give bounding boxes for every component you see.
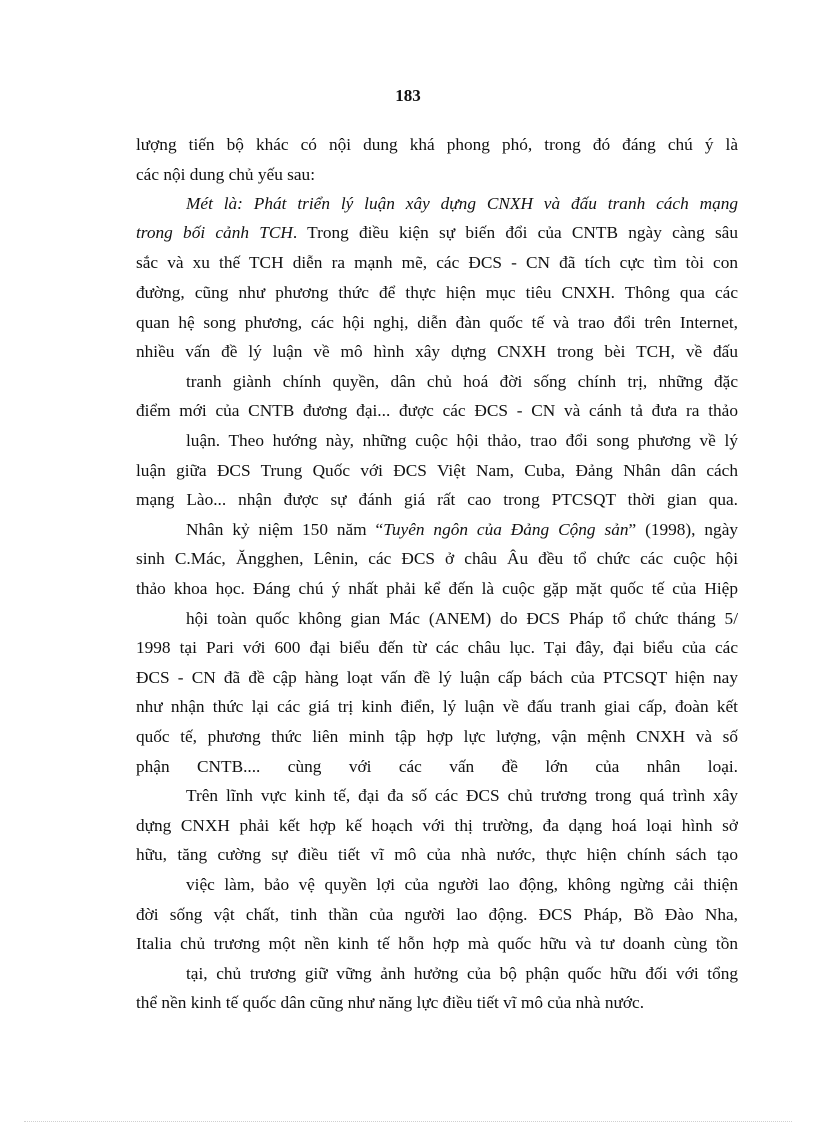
- text-line: tại, chủ trương giữ vững ảnh hưởng của bộ phận quốc hữu đối với tổng: [186, 964, 738, 983]
- text-line: các nội dung chủ yếu sau:: [136, 165, 315, 184]
- text-line: lượng tiến bộ khác có nội dung khá phong phó, trong đó đáng chú ý là: [136, 135, 738, 154]
- text-line: hội toàn quốc không gian Mác (ANEM) do ĐCS Pháp tổ chức tháng 5/: [186, 609, 738, 628]
- text-line: thảo khoa học. Đáng chú ý nhất phải kể đến là cuộc gặp mặt quốc tế của Hiệp: [136, 579, 738, 598]
- text-line: nhiều vấn đề lý luận về mô hình xây dựng CNXH trong bèi TCH, về đấu: [136, 342, 738, 361]
- text-line: luận. Theo hướng này, những cuộc hội thảo, trao đổi song phương về lý: [186, 431, 738, 450]
- italic-title: Tuyên ngôn của Đảng Cộng sản: [383, 520, 629, 539]
- text-line: ĐCS - CN đã đề cập hàng loạt vấn đề lý luận cấp bách của PTCSQT hiện nay: [136, 668, 738, 687]
- page-number: 183: [395, 86, 421, 105]
- text-line: dựng CNXH phải kết hợp kế hoạch với thị trường, đa dạng hoá loại hình sở: [136, 816, 738, 835]
- text-fragment: ” (1998), ngày: [628, 520, 738, 539]
- text-line: [186, 515, 738, 544]
- text-line: như nhận thức lại các giá trị kinh điển, lý luận về đấu tranh giai cấp, đoàn kết: [136, 697, 738, 716]
- text-line: đời sống vật chất, tinh thần của người lao động. ĐCS Pháp, Bồ Đào Nha,: [136, 905, 738, 924]
- text-line: hữu, tăng cường sự điều tiết vĩ mô của nhà nước, thực hiện chính sách tạo: [136, 845, 738, 864]
- text-line: phận CNTB.... cùng với các vấn đề lớn của nhân loại.: [136, 757, 738, 776]
- text-line: quốc tế, phương thức liên minh tập hợp lực lượng, vận mệnh CNXH và số: [136, 727, 738, 746]
- text-line: luận giữa ĐCS Trung Quốc với ĐCS Việt Nam, Cuba, Đảng Nhân dân cách: [136, 461, 738, 480]
- italic-phrase: trong bối cảnh TCH: [136, 223, 293, 242]
- text-line: Mét là: Phát triển lý luận xây dựng CNXH và đấu tranh cách mạng: [186, 194, 738, 213]
- text-fragment: . Trong điều kiện sự biến đổi của CNTB ngày càng sâu: [292, 223, 738, 242]
- text-line: thể nền kinh tế quốc dân cũng như năng lực điều tiết vĩ mô của nhà nước.: [136, 993, 645, 1012]
- text-fragment: Nhân kỷ niệm 150 năm “: [186, 520, 384, 539]
- text-line: 1998 tại Pari với 600 đại biểu đến từ các châu lục. Tại đây, đại biểu của các: [136, 638, 738, 657]
- text-line: tranh giành chính quyền, dân chủ hoá đời sống chính trị, những đặc: [186, 372, 738, 391]
- page-bottom-rule: [24, 1121, 792, 1122]
- text-line: quan hệ song phương, các hội nghị, diễn đàn quốc tế và trao đổi trên Internet,: [136, 313, 738, 332]
- text-line: sắc và xu thế TCH diễn ra mạnh mẽ, các ĐCS - CN đã tích cực tìm tòi con: [136, 253, 738, 272]
- text-line: Trên lĩnh vực kinh tế, đại đa số các ĐCS chủ trương trong quá trình xây: [186, 786, 738, 805]
- text-line: đường, cũng như phương thức để thực hiện mục tiêu CNXH. Thông qua các: [136, 283, 738, 302]
- text-line: điểm mới của CNTB đương đại... được các ĐCS - CN và cánh tả đưa ra thảo: [136, 401, 738, 420]
- text-line: [136, 218, 738, 247]
- text-line: sinh C.Mác, Ăngghen, Lênin, các ĐCS ở châu Âu đều tổ chức các cuộc hội: [136, 549, 738, 568]
- text-line: mạng Lào... nhận được sự đánh giá rất cao trong PTCSQT thời gian qua.: [136, 490, 738, 509]
- text-line: việc làm, bảo vệ quyền lợi của người lao động, không ngừng cải thiện: [186, 875, 738, 894]
- text-line: Italia chủ trương một nền kinh tế hỗn hợp mà quốc hữu và tư doanh cùng tồn: [136, 934, 738, 953]
